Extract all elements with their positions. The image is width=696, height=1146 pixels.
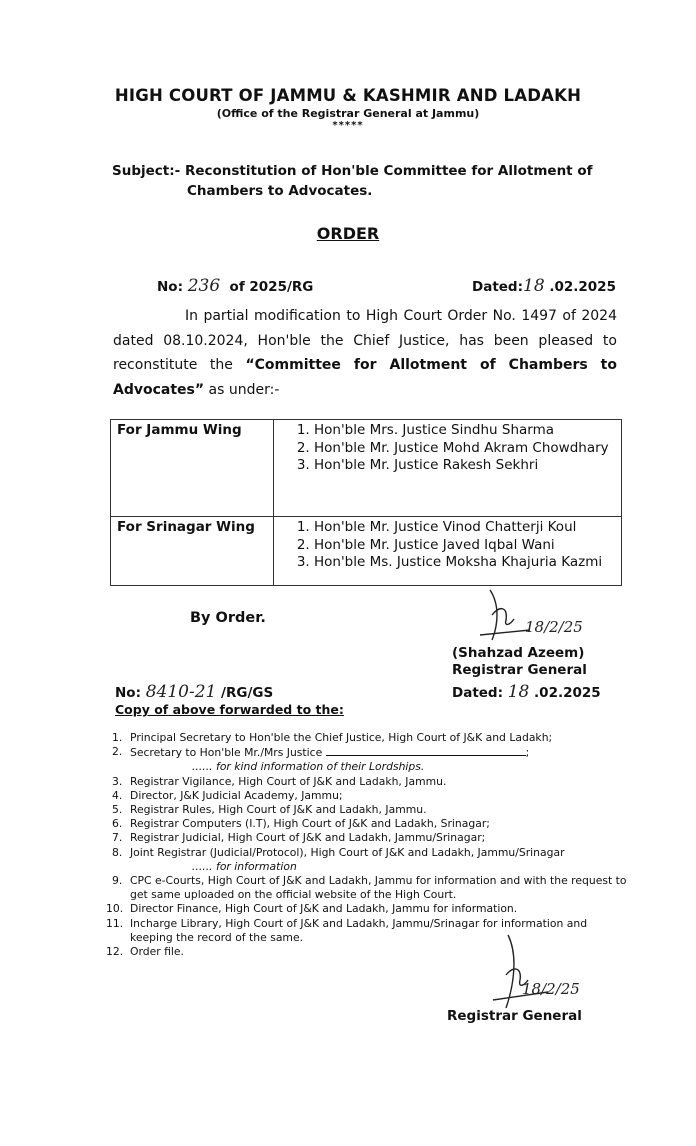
court-name: HIGH COURT OF JAMMU & KASHMIR AND LADAKH <box>114 86 582 105</box>
member-list <box>280 422 615 475</box>
paragraph-text-2: as under:- <box>204 381 280 398</box>
signatory-designation: Registrar General <box>452 662 587 678</box>
copy-no-label: No: <box>115 685 141 701</box>
order-number <box>157 276 313 296</box>
order-date <box>472 276 616 296</box>
member-item: 3. Hon'ble Mr. Justice Rakesh Sekhri <box>314 457 615 475</box>
final-signature-mark <box>478 930 588 1010</box>
copy-heading: Copy of above forwarded to the: <box>115 702 344 717</box>
copy-no-handwritten: 8410-21 <box>145 682 217 702</box>
member-item: 1. Hon'ble Mrs. Justice Sindhu Sharma <box>314 422 615 440</box>
list-item: 2. Secretary to Hon'ble Mr./Mrs Justice ; ...... for kind information of their Lordships. <box>112 745 632 774</box>
list-item: 3. Registrar Vigilance, High Court of J&K and Ladakh, Jammu. <box>112 774 447 788</box>
order-paragraph <box>113 304 617 402</box>
subject-label: Subject:- <box>112 163 181 179</box>
list-item: 7. Registrar Judicial, High Court of J&K and Ladakh, Jammu/Srinagar; <box>112 831 486 845</box>
table-row <box>111 420 622 517</box>
note-information: ...... for information <box>192 859 297 873</box>
header-stars: ***** <box>332 120 364 131</box>
order-no-label: No: <box>157 279 183 295</box>
order-dated-handwritten: 18 <box>523 276 545 296</box>
member-item: 2. Hon'ble Mr. Justice Mohd Akram Chowdhary <box>314 440 615 458</box>
member-list <box>280 519 615 572</box>
member-item: 1. Hon'ble Mr. Justice Vinod Chatterji Koul <box>314 519 615 537</box>
members-cell <box>274 517 622 586</box>
blank-line <box>326 745 526 756</box>
copy-no-suffix: /RG/GS <box>221 685 274 701</box>
list-item: 12. Order file. <box>106 945 184 959</box>
list-item: 1. Principal Secretary to Hon'ble the Chief Justice, High Court of J&K and Ladakh; <box>112 731 553 744</box>
copy-date <box>452 682 601 702</box>
list-item: 5. Registrar Rules, High Court of J&K and Ladakh, Jammu. <box>112 803 427 817</box>
list-item: 11. Incharge Library, High Court of J&K and Ladakh, Jammu/Srinagar for information and keeping the record of the same. <box>106 916 588 944</box>
list-item: 9. CPC e-Courts, High Court of J&K and Ladakh, Jammu for information and with the request to get same uploaded on the official website of the High Court. <box>112 874 627 902</box>
signatory-block <box>452 645 587 679</box>
order-dated-suffix: .02.2025 <box>549 279 616 295</box>
list-item: 4. Director, J&K Judicial Academy, Jammu; <box>112 788 343 802</box>
final-designation: Registrar General <box>447 1008 582 1024</box>
member-item: 2. Hon'ble Mr. Justice Javed Iqbal Wani <box>314 537 615 555</box>
copy-dated-suffix: .02.2025 <box>534 685 601 701</box>
list-item: 6. Registrar Computers (I.T), High Court of J&K and Ladakh, Srinagar; <box>112 817 490 831</box>
order-no-handwritten: 236 <box>187 276 221 296</box>
signatory-name: (Shahzad Azeem) <box>452 645 585 661</box>
paragraph-text-1: In partial modification to High Court Order No. 1497 of 2024 dated 08.10.2024, Hon'ble the Chief Justice, has been pleased to reconstitute the <box>113 308 617 373</box>
order-title: ORDER <box>316 224 380 243</box>
list-item: 10. Director Finance, High Court of J&K and Ladakh, Jammu for information. <box>106 902 518 916</box>
distribution-list <box>106 731 632 959</box>
table-row <box>111 517 622 586</box>
order-no-suffix: of 2025/RG <box>229 279 314 295</box>
signature-date: 18/2/25 <box>525 618 583 636</box>
final-signature-date: 18/2/25 <box>522 980 580 998</box>
copy-dated-handwritten: 18 <box>507 682 530 702</box>
members-cell <box>274 420 622 517</box>
office-subtitle: (Office of the Registrar General at Jammu) <box>216 107 480 120</box>
copy-dated-label: Dated: <box>452 685 503 701</box>
by-order: By Order. <box>190 610 266 626</box>
subject-line-2: Chambers to Advocates. <box>187 183 373 199</box>
copy-number <box>115 682 273 702</box>
order-dated-label: Dated: <box>472 279 523 295</box>
wing-label: For Srinagar Wing <box>111 517 274 586</box>
committee-name: “Committee for Allotment of Chambers to Advocates” <box>113 357 617 398</box>
list-item: 8. Joint Registrar (Judicial/Protocol), High Court of J&K and Ladakh, Jammu/Srinagar ...... for information <box>112 846 632 874</box>
note-lordships: ...... for kind information of their Lordships. <box>192 760 425 774</box>
member-item: 3. Hon'ble Ms. Justice Moksha Khajuria Kazmi <box>314 554 615 572</box>
subject <box>112 161 632 201</box>
signature-mark <box>470 585 590 645</box>
wing-label: For Jammu Wing <box>111 420 274 517</box>
subject-line-1: Reconstitution of Hon'ble Committee for Allotment of <box>184 163 593 179</box>
committee-table <box>110 419 622 586</box>
